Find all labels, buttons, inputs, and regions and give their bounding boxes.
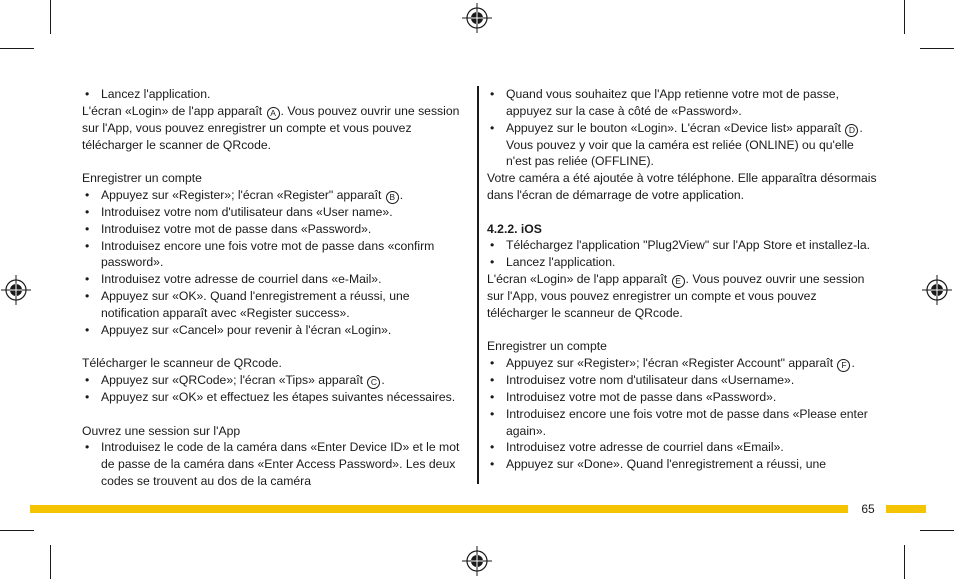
bullet-item <box>82 204 470 221</box>
text: Appuyez sur «Register»; l'écran «Register Account" apparaît <box>506 356 837 371</box>
text: Introduisez votre adresse de courriel dans «Email». <box>506 440 784 455</box>
bullet-item <box>82 86 470 103</box>
paragraph-gap <box>82 338 470 355</box>
left-text-column <box>82 86 470 490</box>
text: L'écran «Login» de l'app apparaît <box>487 271 671 286</box>
crop-mark <box>904 0 905 34</box>
text: . Vous pouvez ouvrir une session sur l'App, vous pouvez enregistrer un compte et vous pouvez télécharger le scanner de QRcode. <box>82 103 460 152</box>
bullet-item <box>487 389 877 406</box>
figure-reference-badge: F <box>837 359 850 372</box>
paragraph-gap <box>487 204 877 221</box>
bullet-item <box>82 322 470 339</box>
bullet-item <box>487 237 877 254</box>
bullet-item <box>82 187 470 204</box>
bullet-item <box>82 221 470 238</box>
registration-mark-icon <box>922 275 952 305</box>
column-divider <box>477 86 479 484</box>
footer-bar-right <box>886 505 926 513</box>
text: Appuyez sur «QRCode»; l'écran «Tips» apparaît <box>101 372 367 387</box>
paragraph <box>82 423 470 440</box>
paragraph-gap <box>82 153 470 170</box>
crop-mark <box>50 0 51 34</box>
figure-reference-badge: E <box>672 275 685 288</box>
text: 4.2.2. iOS <box>487 221 542 236</box>
figure-reference-badge: A <box>267 107 280 120</box>
text: L'écran «Login» de l'app apparaît <box>82 103 266 118</box>
text: Introduisez encore une fois votre mot de passe dans «Please enter again». <box>506 406 868 438</box>
text: Appuyez sur «Cancel» pour revenir à l'écran «Login». <box>101 322 392 337</box>
registration-mark-icon <box>462 546 492 576</box>
bullet-item <box>487 120 877 171</box>
text: Téléchargez l'application "Plug2View" sur l'App Store et installez-la. <box>506 238 871 253</box>
bullet-item <box>487 456 877 473</box>
bullet-item <box>487 355 877 372</box>
text: Introduisez le code de la caméra dans «Enter Device ID» et le mot de passe de la caméra dans «Enter Access Password». Les deux codes se trouvent au dos de la caméra <box>101 440 460 488</box>
registration-mark-icon <box>1 275 31 305</box>
text: Introduisez votre nom d'utilisateur dans «User name». <box>101 204 393 219</box>
text: Votre caméra a été ajoutée à votre téléphone. Elle apparaîtra désormais dans l'écran de démarrage de votre application. <box>487 171 877 202</box>
paragraph <box>487 338 877 355</box>
text: Introduisez encore une fois votre mot de passe dans «confirm password». <box>101 238 435 270</box>
paragraph <box>487 271 877 322</box>
figure-reference-badge: D <box>845 124 858 137</box>
text: . <box>381 372 385 387</box>
bullet-item <box>487 372 877 389</box>
text: Lancez l'application. <box>506 255 616 270</box>
text: . Vous pouvez y voir que la caméra est reliée (ONLINE) ou qu'elle n'est pas reliée (OFFLINE). <box>506 120 863 169</box>
paragraph-gap <box>82 406 470 423</box>
figure-reference-badge: B <box>386 191 399 204</box>
paragraph <box>82 355 470 372</box>
bullet-item <box>82 389 470 406</box>
figure-reference-badge: C <box>367 376 380 389</box>
text: Quand vous souhaitez que l'App retienne votre mot de passe, appuyez sur la case à côté de «Password». <box>506 87 839 118</box>
text: Appuyez sur «OK». Quand l'enregistrement a réussi, une notification apparaît avec «Register success». <box>101 288 410 320</box>
bullet-item <box>82 439 470 489</box>
crop-mark <box>904 545 905 579</box>
crop-mark <box>0 48 34 49</box>
bullet-item <box>82 271 470 288</box>
text: Introduisez votre mot de passe dans «Password». <box>101 221 372 236</box>
crop-mark <box>50 545 51 579</box>
bullet-item <box>487 439 877 456</box>
text: Introduisez votre adresse de courriel dans «e-Mail». <box>101 272 382 287</box>
footer-bar-left <box>30 505 848 513</box>
text: . <box>851 356 855 371</box>
bullet-item <box>487 86 877 120</box>
text: Ouvrez une session sur l'App <box>82 423 241 438</box>
page-number: 65 <box>861 502 875 516</box>
bullet-item <box>487 406 877 440</box>
bullet-item <box>487 254 877 271</box>
text: Lancez l'application. <box>101 87 211 101</box>
paragraph-gap <box>487 322 877 339</box>
bullet-item <box>82 372 470 389</box>
crop-mark <box>920 530 954 531</box>
bullet-item <box>82 288 470 322</box>
bullet-item <box>82 238 470 272</box>
text: Introduisez votre mot de passe dans «Password». <box>506 389 777 404</box>
crop-mark <box>920 48 954 49</box>
right-text-column <box>487 86 877 473</box>
text: Appuyez sur «Register»; l'écran «Register" apparaît <box>101 187 385 202</box>
paragraph <box>82 170 470 187</box>
section-heading <box>487 221 877 238</box>
paragraph <box>487 170 877 204</box>
text: Télécharger le scanneur de QRcode. <box>82 356 282 371</box>
text: Enregistrer un compte <box>487 339 607 354</box>
text: Enregistrer un compte <box>82 171 202 186</box>
text: Appuyez sur «Done». Quand l'enregistrement a réussi, une <box>506 457 827 472</box>
text: . Vous pouvez ouvrir une session sur l'App, vous pouvez enregistrer un compte et vous pouvez télécharger le scanneur de QRcode. <box>487 271 865 320</box>
text: Appuyez sur «OK» et effectuez les étapes suivantes nécessaires. <box>101 389 456 404</box>
text: Appuyez sur le bouton «Login». L'écran «Device list» apparaît <box>506 120 845 135</box>
text: Introduisez votre nom d'utilisateur dans «Username». <box>506 373 795 388</box>
crop-mark <box>0 530 34 531</box>
paragraph <box>82 103 470 154</box>
text: . <box>399 187 404 202</box>
registration-mark-icon <box>462 3 492 33</box>
